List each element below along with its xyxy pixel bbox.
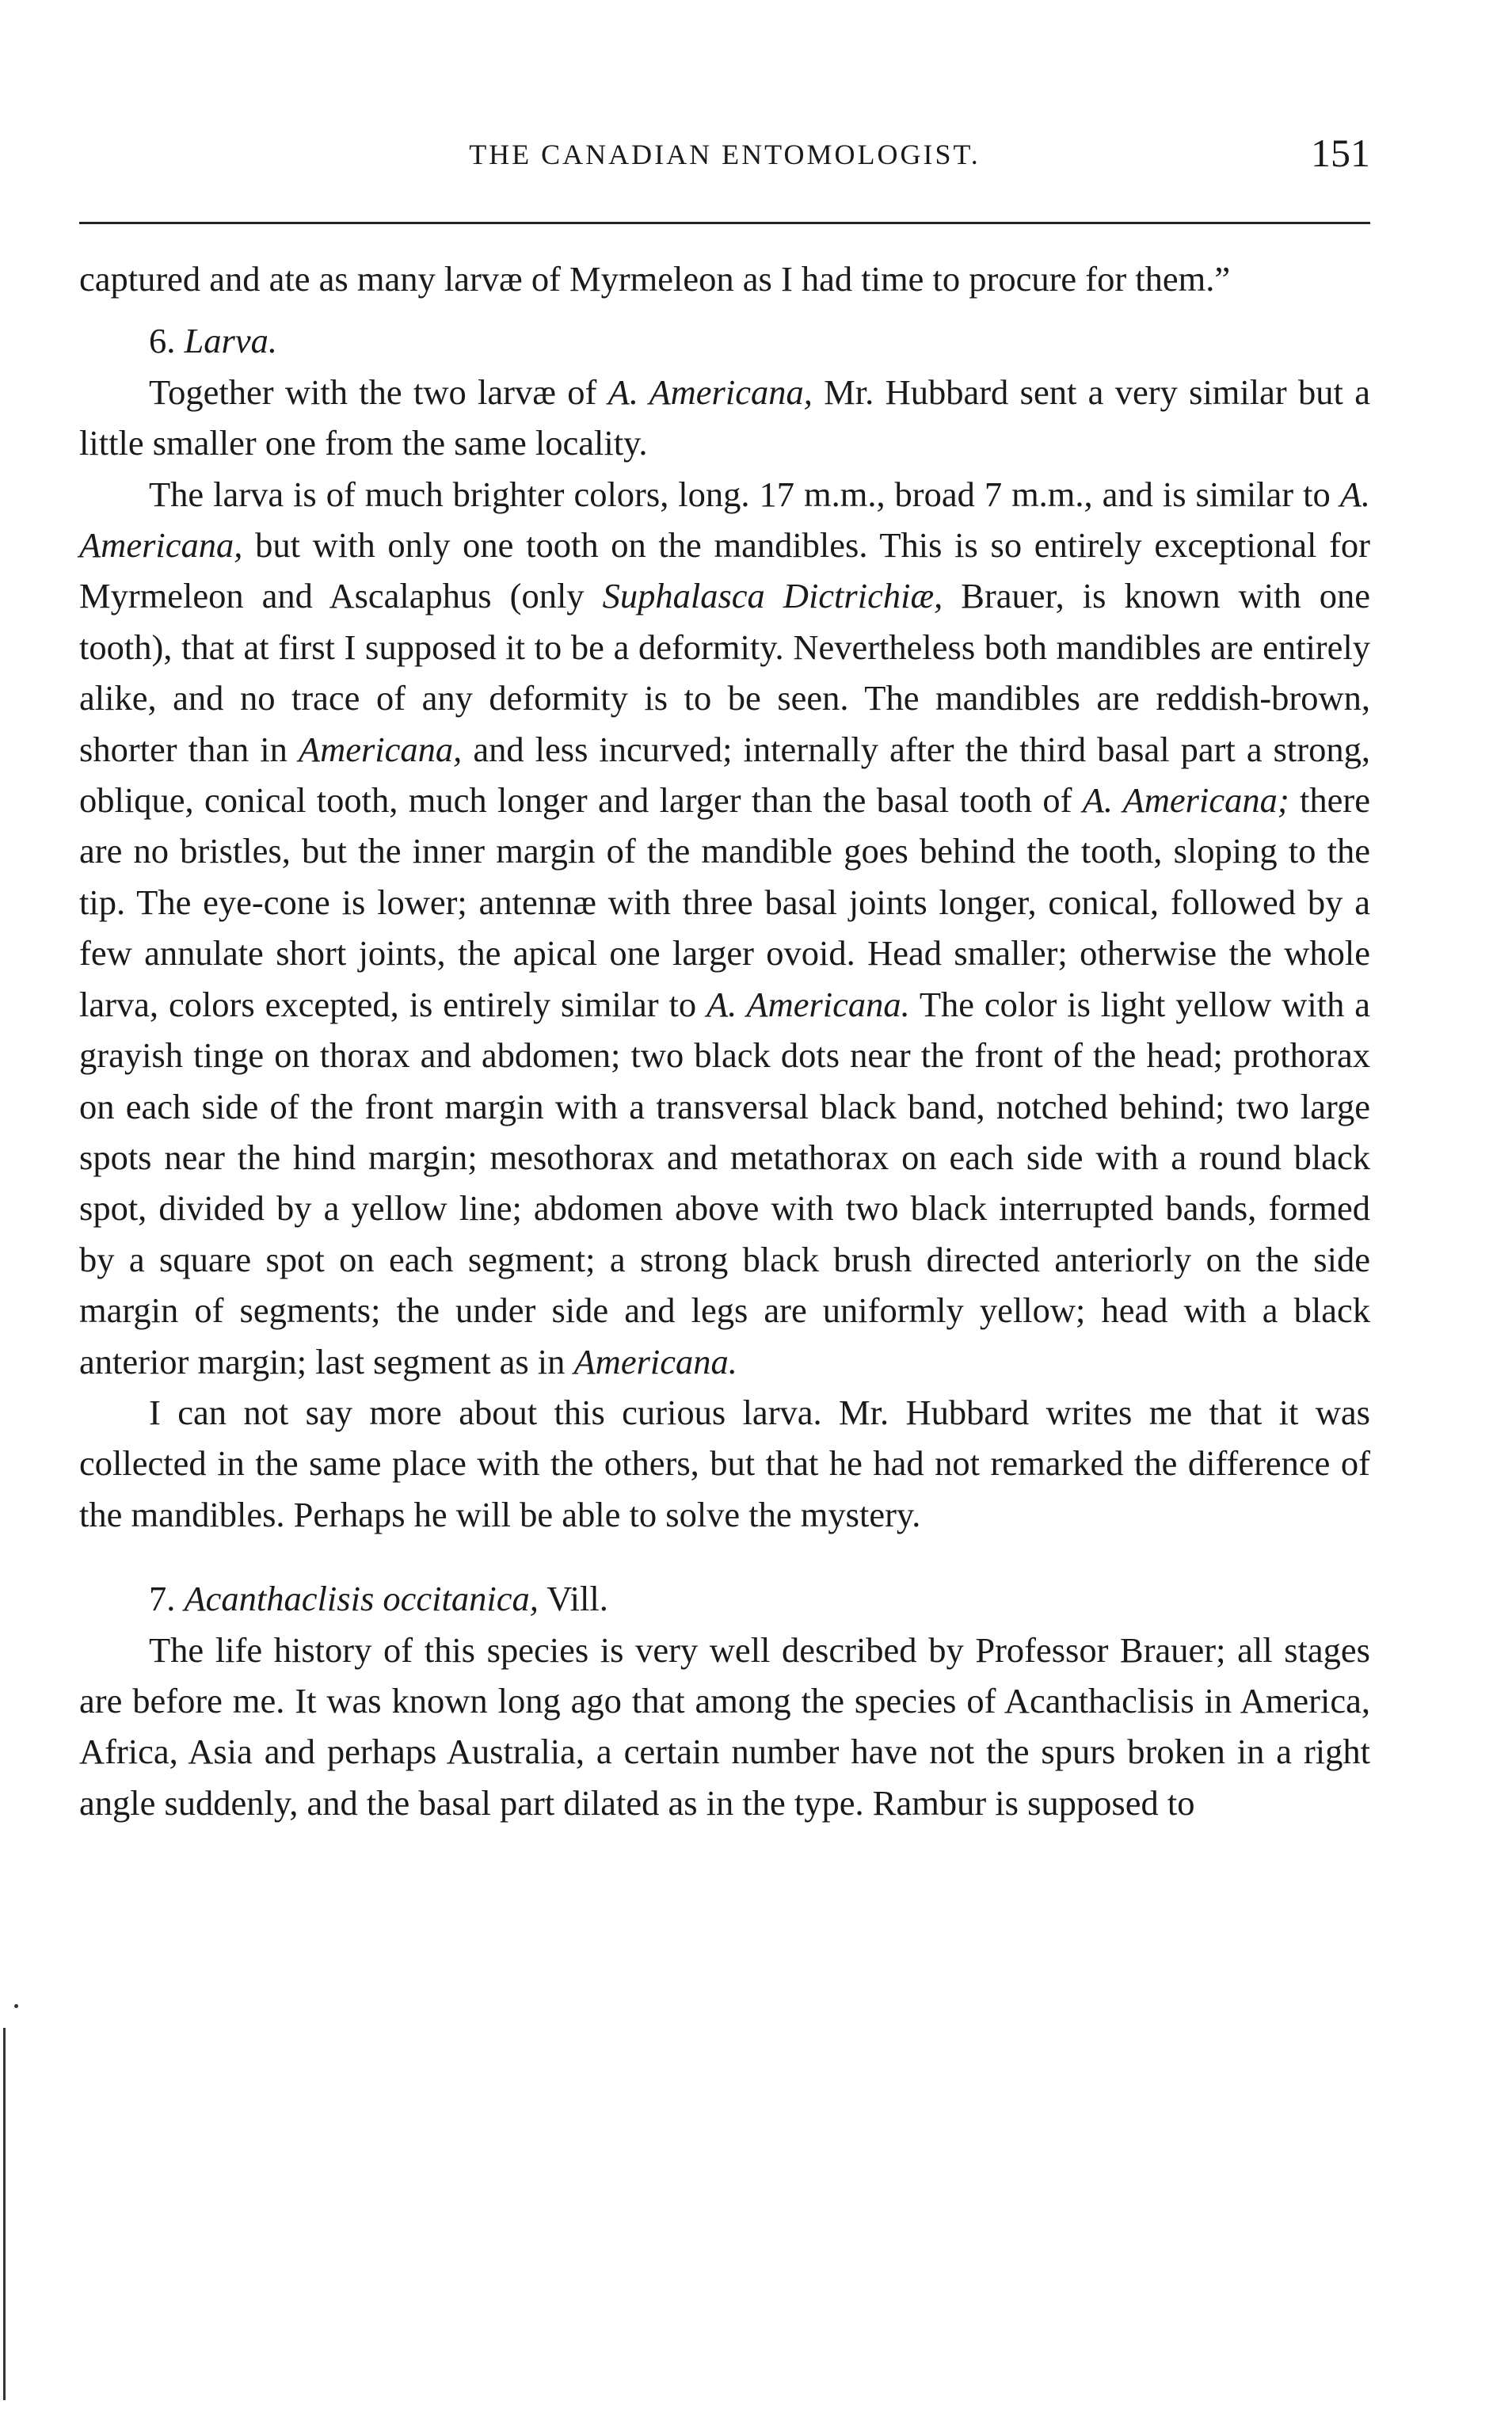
text-run: captured and ate as many larvæ of Myrmeleon as I had time to procure for them.” — [79, 259, 1231, 299]
paragraph — [79, 1625, 1370, 1829]
text-run: there are no bristles, but the inner margin of the mandible goes behind the tooth, sloping to the tip. The eye-cone is lower; antennæ with three basal joints longer, conical, followed by a few annulate short joints, the apical one larger ovoid. Head smaller; otherwise the whole larva, colors excepted, is entirely similar to — [79, 780, 1370, 1024]
text-run: I can not say more about this curious larva. Mr. Hubbard writes me that it was collected in the same place with the others, but that he had not remarked the difference of the mandibles. Perhaps he will be able to solve the mystery. — [79, 1392, 1370, 1534]
paragraph — [79, 1573, 1370, 1624]
text-run: but with only one tooth on the mandibles. This is so entirely exceptional for Myrmeleon and Ascalaphus (only — [79, 525, 1370, 616]
paragraph — [79, 469, 1370, 1387]
binding-edge-mark — [3, 2028, 6, 2400]
paragraph — [79, 315, 1370, 366]
text-run: 6. — [149, 321, 185, 361]
text-run: 7. — [149, 1579, 185, 1619]
italic-run: Americana, — [298, 729, 463, 769]
text-run: The color is light yellow with a grayish tinge on thorax and abdomen; two black dots near the front of the head; prothorax on each side of the front margin with a transversal black band, notched behind; two large spots near the hind margin; mesothorax and metathorax on each side with a round black spot, divided by a yellow line; abdomen above with two black interrupted bands, formed by a square spot on each segment; a strong black brush directed anteriorly on the side margin of segments; the under side and legs are uniformly yellow; head with a black anterior margin; last segment as in — [79, 984, 1370, 1381]
running-title: THE CANADIAN ENTOMOLOGIST. — [469, 139, 981, 170]
text-run: The life history of this species is very well described by Professor Brauer; all stages are before me. It was known long ago that among the species of Acanthaclisis in America, Africa, Asia and perhaps Australia, a certain number have not the spurs broken in a right angle suddenly, and the basal part dilated as in the type. Rambur is supposed to — [79, 1629, 1370, 1823]
running-head — [79, 133, 1370, 181]
header-rule — [79, 222, 1370, 224]
body-text — [79, 253, 1370, 1828]
text-run: Together with the two larvæ of — [149, 372, 608, 412]
text-run: Mr. Hubbard sent a very similar but a little smaller one from the same locality. — [79, 372, 1370, 463]
text-run: The larva is of much brighter colors, long. 17 m.m., broad 7 m.m., and is similar to — [149, 474, 1340, 514]
italic-run: Larva. — [184, 321, 277, 361]
text-run: and less incurved; internally after the third basal part a strong, oblique, conical tooth, much longer and larger than the basal tooth of — [79, 729, 1370, 821]
margin-dot — [14, 2004, 18, 2008]
page-number: 151 — [1311, 131, 1370, 175]
italic-run: Suphalasca Dictrichiæ, — [602, 576, 943, 616]
italic-run: Acanthaclisis occitanica, — [184, 1579, 539, 1619]
text-run: Vill. — [538, 1579, 608, 1619]
paragraph — [79, 367, 1370, 469]
italic-run: A. Americana; — [1082, 780, 1289, 821]
italic-run: A. Americana, — [607, 372, 813, 412]
text-run: Brauer, is known with one tooth), that at first I supposed it to be a deformity. Nevertheless both mandibles are entirely alike, and no trace of any deformity is to be seen. The mandibles are reddish-brown, shorter than in — [79, 576, 1371, 769]
paragraph — [79, 253, 1370, 304]
italic-run: Americana. — [573, 1341, 737, 1381]
italic-run: A. Americana, — [79, 474, 1370, 566]
paragraph — [79, 1387, 1370, 1540]
italic-run: A. Americana. — [706, 984, 910, 1024]
